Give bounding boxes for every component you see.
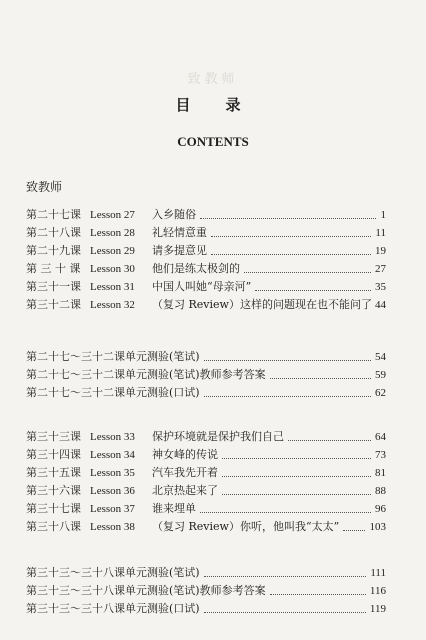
- page-number: 116: [369, 585, 386, 597]
- page-number: 27: [375, 263, 386, 275]
- lesson-title: 请多提意见: [152, 244, 207, 257]
- lesson-number-en: Lesson 36: [90, 485, 135, 497]
- dot-leader: [222, 440, 371, 459]
- lesson-number-en: Lesson 38: [90, 521, 135, 533]
- page-number: 54: [375, 351, 386, 363]
- unit-test-title: 第二十七～三十二课单元测验(笔试): [26, 350, 200, 363]
- unit-test-title: 第三十三～三十八课单元测验(笔试): [26, 566, 200, 579]
- lesson-number-en: Lesson 31: [90, 281, 135, 293]
- toc-lesson-row[interactable]: [26, 518, 386, 536]
- lesson-number-en: Lesson 27: [90, 209, 135, 221]
- lesson-title: 保护环境就是保护我们自己: [152, 430, 284, 443]
- page-title: 目 录: [175, 96, 251, 114]
- lesson-number-en: Lesson 35: [90, 467, 135, 479]
- page-subtitle: CONTENTS: [177, 134, 249, 149]
- lesson-number-cn: 第三十四课: [26, 448, 81, 461]
- page-number: 44: [375, 299, 386, 311]
- lesson-number-cn: 第三十六课: [26, 484, 81, 497]
- lesson-title: （复习 Review）你听，他叫我“太太”: [152, 520, 340, 533]
- dot-leader: [222, 458, 371, 477]
- dot-leader: [244, 254, 371, 273]
- page-number: 19: [375, 245, 386, 257]
- lesson-number-cn: 第三十八课: [26, 520, 81, 533]
- toc-unit-row[interactable]: [26, 384, 386, 402]
- lesson-title: 中国人叫她“母亲河”: [152, 280, 252, 293]
- page-number: 103: [369, 521, 386, 533]
- dot-leader: [204, 378, 371, 397]
- page-number: 1: [380, 209, 386, 221]
- lesson-title: 神女峰的传说: [152, 448, 218, 461]
- toc-lesson-row[interactable]: [26, 296, 386, 314]
- faint-bleed-through-text: 致教师: [187, 72, 239, 87]
- lesson-number-cn: 第二十七课: [26, 208, 81, 221]
- toc-lesson-row[interactable]: [26, 500, 386, 518]
- dot-leader: [204, 594, 366, 613]
- unit-test-group: [26, 564, 386, 618]
- page-number: 81: [375, 467, 386, 479]
- page-number: 96: [375, 503, 386, 515]
- lesson-title: 汽车我先开着: [152, 466, 218, 479]
- dot-leader: [200, 200, 376, 219]
- lesson-number-cn: 第三十七课: [26, 502, 81, 515]
- dot-leader: [211, 236, 371, 255]
- dot-leader: [270, 576, 366, 595]
- lesson-number-cn: 第三十三课: [26, 430, 81, 443]
- unit-test-title: 第三十三～三十八课单元测验(笔试)教师参考答案: [26, 584, 266, 597]
- lesson-number-en: Lesson 28: [90, 227, 135, 239]
- lesson-number-en: Lesson 33: [90, 431, 135, 443]
- lesson-title: 他们是练太极剑的: [152, 262, 240, 275]
- dot-leader: [200, 494, 371, 513]
- page-number: 11: [375, 227, 386, 239]
- dot-leader: [204, 558, 366, 577]
- lesson-number-cn: 第 三 十 课: [26, 262, 81, 275]
- page-number: 64: [375, 431, 386, 443]
- lesson-title: 入乡随俗: [152, 208, 196, 221]
- dot-leader: [204, 342, 371, 361]
- page-number: 73: [375, 449, 386, 461]
- lesson-number-en: Lesson 34: [90, 449, 135, 461]
- dot-leader: [343, 512, 365, 531]
- lesson-number-cn: 第二十八课: [26, 226, 81, 239]
- page-number: 35: [375, 281, 386, 293]
- dot-leader: [288, 422, 371, 441]
- page-number: 62: [375, 387, 386, 399]
- dot-leader: [222, 476, 371, 495]
- lesson-number-cn: 第二十九课: [26, 244, 81, 257]
- lesson-number-cn: 第三十五课: [26, 466, 81, 479]
- unit-test-title: 第三十三～三十八课单元测验(口试): [26, 602, 200, 615]
- lesson-number-cn: 第三十二课: [26, 298, 81, 311]
- dot-leader: [270, 360, 371, 379]
- lesson-number-en: Lesson 32: [90, 299, 135, 311]
- lesson-title: 谁来埋单: [152, 502, 196, 515]
- page-number: 119: [369, 603, 386, 615]
- lesson-number-en: Lesson 37: [90, 503, 135, 515]
- lesson-group: [26, 206, 386, 314]
- toc-lesson-row[interactable]: [26, 278, 386, 296]
- lesson-number-en: Lesson 29: [90, 245, 135, 257]
- lesson-title: 礼轻情意重: [152, 226, 207, 239]
- dot-leader: [255, 272, 371, 291]
- lesson-number-cn: 第三十一课: [26, 280, 81, 293]
- toc-unit-row[interactable]: [26, 600, 386, 618]
- lesson-title: 北京热起来了: [152, 484, 218, 497]
- page-number: 111: [370, 567, 386, 579]
- lesson-group: [26, 428, 386, 536]
- page-number: 88: [375, 485, 386, 497]
- page-number: 59: [375, 369, 386, 381]
- dot-leader: [211, 218, 371, 237]
- unit-test-title: 第二十七～三十二课单元测验(笔试)教师参考答案: [26, 368, 266, 381]
- unit-test-title: 第二十七～三十二课单元测验(口试): [26, 386, 200, 399]
- preface-entry[interactable]: 致教师: [26, 180, 63, 194]
- lesson-number-en: Lesson 30: [90, 263, 135, 275]
- unit-test-group: [26, 348, 386, 402]
- lesson-title: （复习 Review）这样的问题现在也不能问了: [152, 298, 372, 311]
